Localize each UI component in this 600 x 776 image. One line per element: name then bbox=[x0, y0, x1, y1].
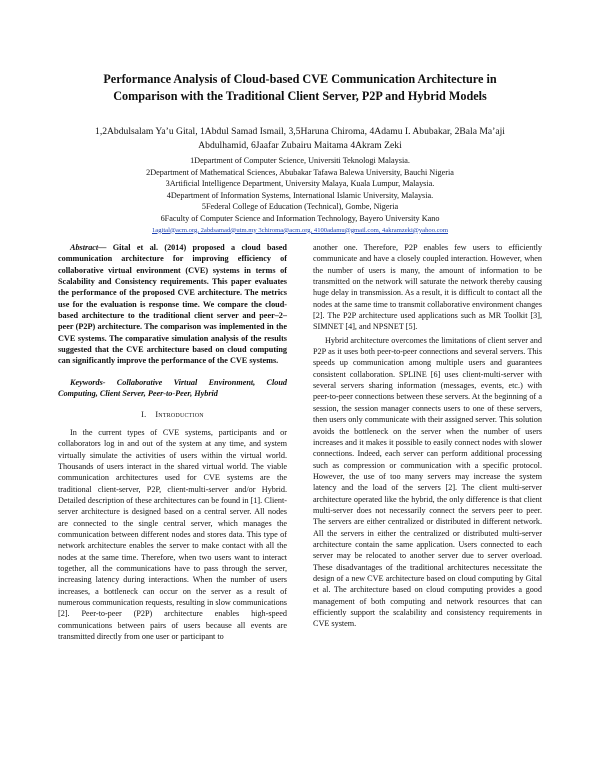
title-line-2: Comparison with the Traditional Client Server, P2P and Hybrid Models bbox=[113, 89, 487, 103]
author-list bbox=[55, 125, 545, 152]
right-column bbox=[313, 242, 542, 630]
intro-paragraph-3: Hybrid architecture overcomes the limitations of client server and P2P as it uses both peer-to-peer connections and several servers. This speeds up communication among multiple users and guarantees consistent collaboration. SPLINE [6] uses client-multi-server with several servers sharing information (messages, events, etc.) with peer-to-peer connections between these servers. At the beginning of a session, the session manager connects users to one of these servers, then users only communicate with their assigned server. This solution avoids the bottleneck on the server when the number of users increases and it makes it possible to easily connect nodes with slower connections. Indeed, each server can perform additional processing such as compression or communication with a specific protocol. However, the use of too many servers may increase the system latency and the load of the servers [2]. The client multi-server architecture operated like the hybrid, the only difference is that client multi-server does not necessarily connect the servers peer to peer. The servers are either centralized or distributed in different network. All the servers in either the centralized or distributed multi-server architecture contain the same application. Users connected to each server may be relocated to another server due to server overload. These disadvantages of the traditional architectures necessitate the design of a new CVE architecture based on cloud computing by Gital et al. The architecture based on cloud computing provides a good management of both computing and network resources that can efficiently support the scalability and consistency requirements in CVE system. bbox=[313, 335, 542, 629]
affiliation-5: 5Federal College of Education (Technical), Gombe, Nigeria bbox=[201, 202, 399, 212]
section-heading-introduction bbox=[58, 409, 287, 420]
abstract-lead: Abstract— bbox=[70, 243, 107, 252]
intro-paragraph-2: another one. Therefore, P2P enables few users to efficiently communicate and have a closely coupled interaction. However, when the number of users is many, the amount of information to be transmitted on the network will saturate the network thereby causing huge delay in transmission. As a result, it is difficult to contact all the nodes at the same time to transmit collaborative environment changes [2]. The P2P architecture used applications such as MR Toolkit [3], SIMNET [4], and NPSNET [5]. bbox=[313, 243, 542, 332]
section-number: I. bbox=[141, 410, 147, 420]
authors-line-1: 1,2Abdulsalam Ya’u Gital, 1Abdul Samad Ismail, 3,5Haruna Chiroma, 4Adamu I. Abubakar, 2Bala Ma’aji bbox=[95, 126, 505, 137]
email-list[interactable]: 1agital@acm.org, 2abdsamad@utm.my 3chiroma@acm.org, 4100adamu@gmail.com, 4akramzeki@yahoo.com bbox=[152, 226, 448, 234]
affiliation-1: 1Department of Computer Science, Universiti Teknologi Malaysia. bbox=[190, 156, 410, 165]
affiliation-6: 6Faculty of Computer Science and Information Technology, Bayero University Kano bbox=[160, 213, 440, 223]
paper-title bbox=[60, 71, 540, 105]
title-line-1: Performance Analysis of Cloud-based CVE Communication Architecture in bbox=[103, 72, 497, 86]
abstract bbox=[58, 242, 287, 367]
keywords: Keywords- Collaborative Virtual Environment, Cloud Computing, Client Server, Peer-to-Peer, Hybrid bbox=[58, 377, 287, 399]
section-title: Introduction bbox=[155, 410, 204, 420]
authors-line-2: Abdulhamid, 6Jaafar Zubairu Maitama 4Akram Zeki bbox=[198, 139, 402, 151]
abstract-body: Gital et al. (2014) proposed a cloud based communication architecture for improving efficiency of collaborative virtual environment (CVE) systems in terms of Scalability and Consistency requirements. This paper evaluates the performance of the proposed CVE architecture. The metrics use for the evaluation is response time. We compare the cloud-based architecture to the traditional client server and peer–2–peer (P2P) architecture. The comparison was implemented in the CVE systems. The comparative simulation analysis of the results suggested that the CVE architecture based on cloud computing can significantly improve the performance of the CVE systems. bbox=[58, 243, 287, 366]
affiliation-3: 3Artificial Intelligence Department, University Malaya, Kuala Lumpur, Malaysia. bbox=[165, 179, 435, 189]
affiliation-2: 2Department of Mathematical Sciences, Abubakar Tafawa Balewa University, Bauchi Nigeria bbox=[146, 167, 454, 177]
intro-paragraph-1: In the current types of CVE systems, participants and or collaborators log in and out of the system at any time, and system virtually simulate the activities of users within the virtual world. Thousands of users interact in the shared virtual world. The viable communication architectures used for CVE systems are the traditional client-server, P2P, client-multi-server and/or Hybrid. Detailed description of these architectures can be found in [1]. Client-server architecture is designed based on a central server. All nodes are connected to the single central server, which manages the communication between different nodes and stores data. This type of network architecture enables the server to make contact with all the nodes at the same time. Therefore, when two users want to interact together, all the communications have to pass through the server, increasing latency during interactions. When the number of users increases, a bottleneck can occur on the server as a result of numerous communication requests, resulting in slow communications [2]. Peer-to-peer (P2P) architecture enables high-speed communications between pairs of users because all events are transmitted directly from one user or participant to bbox=[58, 427, 287, 641]
affiliation-4: 4Department of Information Systems, International Islamic University, Malaysia. bbox=[166, 190, 434, 200]
affiliation-list bbox=[55, 155, 545, 236]
left-column bbox=[58, 242, 287, 642]
